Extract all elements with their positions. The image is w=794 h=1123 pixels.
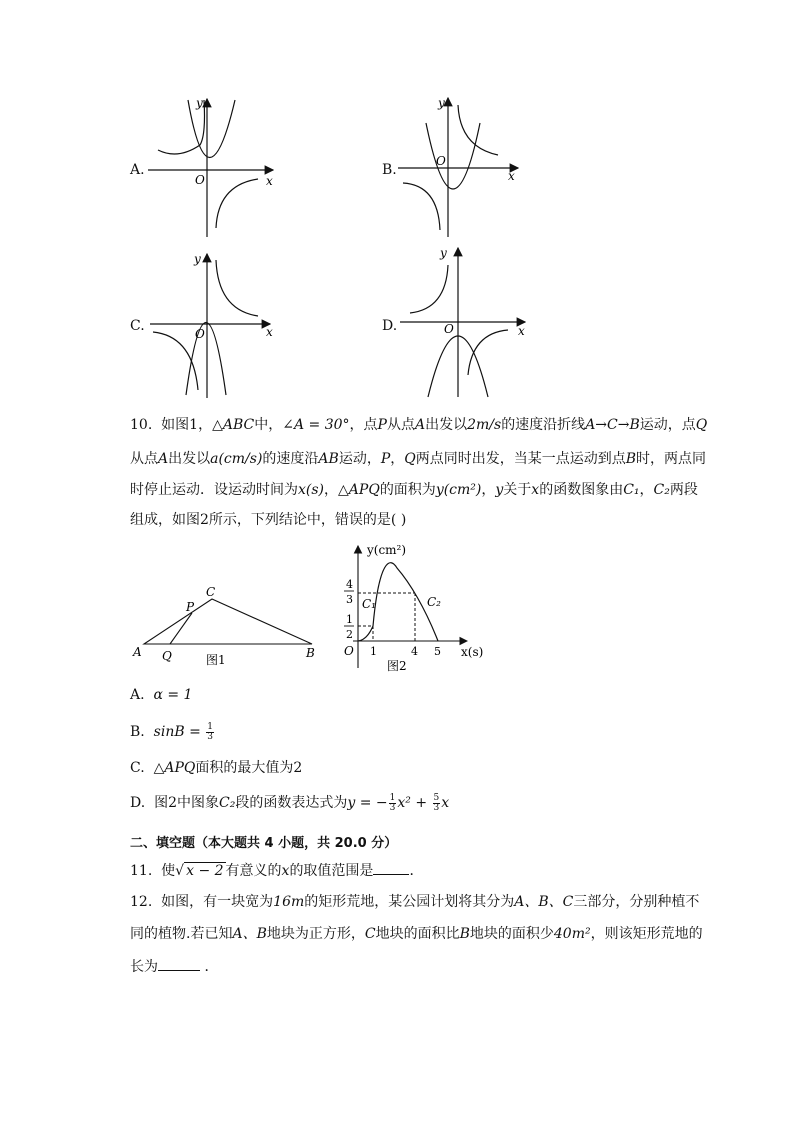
label-a: A bbox=[133, 645, 142, 659]
hyperbola-branch-lower bbox=[153, 332, 198, 390]
x-label: x bbox=[266, 325, 273, 339]
c2-label: C₂ bbox=[427, 595, 441, 609]
origin-label: O bbox=[436, 154, 446, 168]
option-c-graph bbox=[148, 250, 278, 400]
parabola-curve bbox=[426, 123, 480, 189]
origin-label: O bbox=[444, 322, 454, 336]
y-tick-4-3-num: 4 bbox=[346, 578, 353, 591]
label-q: Q bbox=[162, 649, 172, 663]
label-b: B bbox=[306, 646, 315, 660]
option-b-letter: B. bbox=[382, 162, 397, 178]
curve-c1 bbox=[358, 626, 373, 641]
option-a-graph bbox=[148, 95, 278, 240]
sqrt-sign: √ bbox=[175, 863, 185, 879]
label-p: P bbox=[186, 600, 195, 614]
section-heading: 二、填空题（本大题共 4 小题，共 20.0 分） bbox=[130, 836, 398, 851]
q10-option-b: B. sinB = $\frac{1}{3}$ bbox=[130, 721, 213, 742]
hyperbola-branch-upper bbox=[410, 265, 448, 313]
q10-line1: 10. 如图1，△ABC中，∠A = 30°，点P从点A出发以2m/s的速度沿折线A→C→B运动，点Q bbox=[130, 417, 708, 433]
triangle-abc bbox=[144, 599, 312, 644]
origin-label: O bbox=[195, 173, 205, 187]
origin-label: O bbox=[344, 644, 354, 658]
q10-line2: 从点A出发以a(cm/s)的速度沿AB运动，P，Q两点同时出发，当某一点运动到点B时，两点同 bbox=[130, 451, 707, 467]
option-b-graph bbox=[398, 95, 528, 240]
q12-line1: 12. 如图，有一块宽为16m的矩形荒地，某公园计划将其分为A、B、C三部分，分别种植不 bbox=[130, 894, 700, 910]
figure2-graph bbox=[335, 538, 490, 678]
c1-label: C₁ bbox=[362, 597, 376, 611]
q10-option-c: C. △APQ面积的最大值为2 bbox=[130, 760, 303, 776]
y-tick-1-2-num: 1 bbox=[346, 613, 353, 626]
x-label: x bbox=[518, 324, 525, 338]
hyperbola-branch-upper bbox=[216, 260, 258, 316]
y-tick-4-3-den: 3 bbox=[346, 593, 353, 606]
q10-option-a: A. α = 1 bbox=[130, 687, 193, 703]
x-tick-5: 5 bbox=[434, 645, 441, 658]
question-number: 12. bbox=[130, 894, 153, 910]
q12-line3: 长为 ． bbox=[130, 956, 218, 977]
q10-line3: 时停止运动．设运动时间为x(s)，△APQ的面积为y(cm²)，y关于x的函数图象由C₁，C₂两段 bbox=[130, 482, 698, 498]
figure2-caption: 图2 bbox=[387, 659, 407, 673]
hyperbola-branch-lower bbox=[216, 179, 258, 228]
y-label: y bbox=[440, 246, 447, 260]
option-d-graph bbox=[400, 245, 535, 400]
option-c-letter: C. bbox=[130, 318, 145, 334]
origin-label: O bbox=[195, 327, 205, 341]
option-a-letter: A. bbox=[130, 162, 145, 178]
figure1-triangle bbox=[130, 580, 325, 670]
option-d-letter: D. bbox=[382, 318, 398, 334]
x-axis-label: x(s) bbox=[461, 645, 484, 659]
parabola-curve bbox=[186, 323, 226, 396]
y-axis-label: y(cm²) bbox=[367, 543, 407, 557]
segment-pq bbox=[170, 613, 192, 644]
question-number: 10. bbox=[130, 417, 153, 433]
y-label: y bbox=[194, 252, 201, 266]
figure1-caption: 图1 bbox=[206, 653, 226, 667]
q12-line2: 同的植物.若已知A、B地块为正方形，C地块的面积比B地块的面积少40m²，则该矩形荒地的 bbox=[130, 926, 703, 942]
answer-blank[interactable] bbox=[373, 860, 409, 875]
hyperbola-branch-lower bbox=[468, 330, 508, 375]
hyperbola-branch-lower bbox=[403, 183, 440, 230]
question-number: 11. bbox=[130, 863, 153, 879]
x-tick-4: 4 bbox=[411, 645, 418, 658]
answer-blank[interactable] bbox=[158, 956, 200, 971]
q10-option-d: D. 图2中图象C₂段的函数表达式为y = − $\frac{1}{3}$ x² + $\frac{5}{3}$ x bbox=[130, 792, 450, 813]
y-label: y bbox=[196, 96, 203, 110]
q10-line4: 组成，如图2所示，下列结论中，错误的是( ) bbox=[130, 512, 407, 528]
label-c: C bbox=[206, 585, 216, 599]
y-tick-1-2-den: 2 bbox=[346, 628, 353, 641]
q11: 11. 使√ x − 2 有意义的x的取值范围是 ． bbox=[130, 860, 423, 881]
y-label: y bbox=[438, 96, 445, 110]
x-tick-1: 1 bbox=[370, 645, 377, 658]
x-label: x bbox=[266, 174, 273, 188]
x-label: x bbox=[508, 169, 515, 183]
